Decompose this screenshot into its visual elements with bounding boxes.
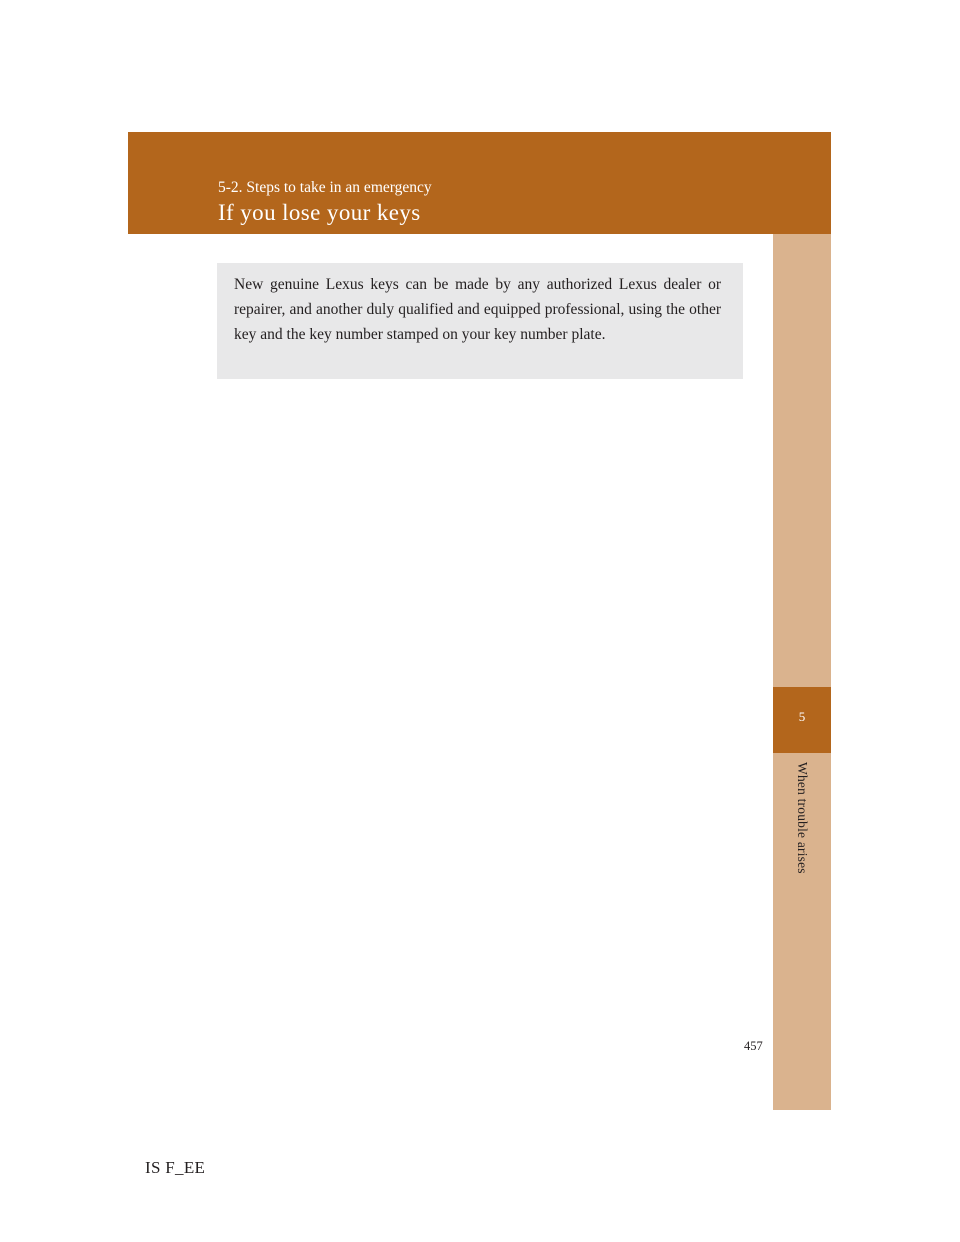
header-band bbox=[128, 132, 831, 234]
section-label: 5-2. Steps to take in an emergency bbox=[218, 179, 432, 196]
chapter-number-box bbox=[773, 687, 831, 753]
chapter-name: When trouble arises bbox=[795, 762, 810, 874]
info-box bbox=[217, 263, 743, 379]
info-text: New genuine Lexus keys can be made by any authorized Lexus dealer or repairer, and another duly qualified and equipped professional, using the other key and the key number stamped on your key number plate. bbox=[234, 276, 721, 343]
chapter-number: 5 bbox=[798, 709, 806, 724]
chapter-side-tab bbox=[773, 234, 831, 1110]
document-code: IS F_EE bbox=[145, 1158, 206, 1177]
page-number: 457 bbox=[744, 1039, 763, 1053]
page-title: If you lose your keys bbox=[218, 200, 421, 225]
